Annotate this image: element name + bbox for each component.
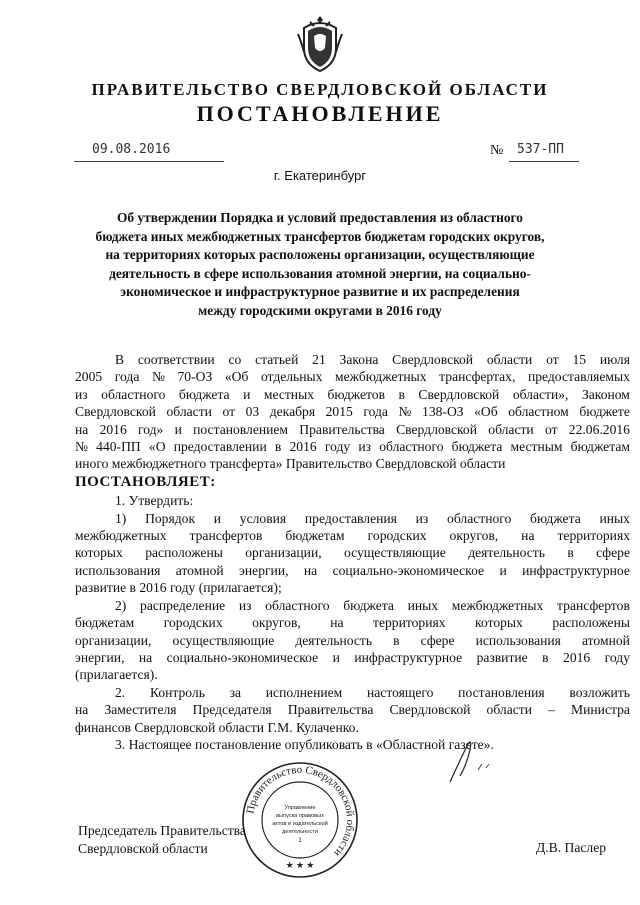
item-1: 1. Утвердить: — [115, 493, 194, 509]
preamble-line: В соответствии со статьей 21 Закона Свердловской области от 15 июля — [115, 352, 630, 367]
stamp-inner-number: 1 — [298, 838, 302, 844]
official-stamp — [240, 760, 360, 880]
signatory-position-line: Свердловской области — [78, 841, 208, 856]
signatory-position-line: Председатель Правительства — [78, 823, 246, 838]
subject-line: между городскими округами в 2016 году — [198, 302, 442, 318]
document-body — [75, 351, 630, 753]
item-3: 3. Настоящее постановление опубликовать в «Областной газете». — [115, 736, 494, 752]
coat-of-arms-icon — [296, 14, 344, 74]
number-sign: № — [490, 143, 504, 158]
preamble-line: из областного бюджета и местных бюджетов в Свердловской области», Законом — [75, 386, 630, 402]
item-2-line: финансов Свердловской области Г.М. Кулаченко. — [75, 719, 359, 735]
government-title: ПРАВИТЕЛЬСТВО СВЕРДЛОВСКОЙ ОБЛАСТИ — [91, 80, 549, 99]
city-line: г. Екатеринбург — [273, 168, 367, 183]
item-1-1-line: 1) Порядок и условия предоставления из областного бюджета иных — [115, 510, 630, 526]
subject-line: Об утверждении Порядка и условий предоставления из областного — [117, 210, 523, 225]
stamp-inner-line: выпуска правовых — [276, 813, 324, 819]
subject-line: деятельность в сфере использования атомной энергии, на социально- — [109, 265, 531, 281]
stamp-inner-line: Управление — [284, 805, 316, 811]
preamble-line: 2005 года № 70-ОЗ «Об отдельных межбюджетных трансфертах, предоставляемых — [75, 369, 630, 385]
item-2-line: на Заместителя Председателя Правительства Свердловской области – Министра — [75, 702, 630, 718]
document-date: 09.08.2016 — [74, 142, 224, 162]
stamp-inner-line: деятельности — [282, 829, 318, 835]
document-type-title: ПОСТАНОВЛЕНИЕ — [196, 101, 444, 126]
item-1-1-line: использования атомной энергии, на социально-экономическое и инфраструктурное — [75, 562, 630, 578]
item-1-2-line: 2) распределение из областного бюджета иных межбюджетных трансфертов — [115, 597, 630, 613]
stamp-inner-line: актов и издательской — [272, 821, 328, 827]
item-1-1-line: межбюджетных трансфертов бюджетам городских округов, на территориях — [75, 528, 630, 544]
item-1-2-line: (прилагается). — [75, 667, 158, 683]
handwritten-signature — [420, 730, 510, 790]
signatory-position — [78, 822, 246, 858]
stamp-star-icon: ★ ★ ★ — [285, 860, 315, 870]
item-1-2-line: энергии, на социально-экономическое и инфраструктурное развитие в 2016 году — [75, 649, 630, 665]
signatory-name: Д.В. Паслер — [536, 840, 607, 855]
item-2-line: 2. Контроль за исполнением настоящего постановления возложить — [115, 684, 630, 700]
preamble-line: № 440-ПП «О предоставлении в 2016 году из областного бюджета местным бюджетам — [75, 439, 630, 455]
item-1-1-line: которых расположены организации, осуществляющие деятельность в сфере — [75, 545, 630, 561]
document-subject — [90, 209, 550, 321]
preamble-line: Свердловской области от 03 декабря 2015 года № 138-ОЗ «Об областном бюджете — [75, 404, 630, 420]
subject-line: экономическое и инфраструктурное развитие и их распределения — [120, 284, 520, 300]
preamble-line: на 2016 год» и постановлением Правительства Свердловской области от 22.06.2016 — [75, 421, 630, 437]
postanovlyaet-heading: ПОСТАНОВЛЯЕТ: — [75, 473, 216, 490]
item-1-2-line: бюджетам городских округов, на территориях которых расположены — [75, 615, 630, 631]
subject-line: на территориях которых расположены организации, осуществляющие — [105, 247, 535, 263]
stamp-ring-text: Правительство Свердловской области — [244, 763, 357, 859]
subject-line: бюджета иных межбюджетных трансфертов бюджетам городских округов, — [95, 228, 545, 244]
document-number: 537-ПП — [509, 142, 579, 162]
item-1-2-line: организации, осуществляющие деятельность в сфере использования атомной — [75, 632, 630, 648]
preamble-line: иного межбюджетного трансферта» Правительство Свердловской области — [75, 456, 506, 472]
item-1-1-line: развитие в 2016 году (прилагается); — [75, 580, 282, 596]
